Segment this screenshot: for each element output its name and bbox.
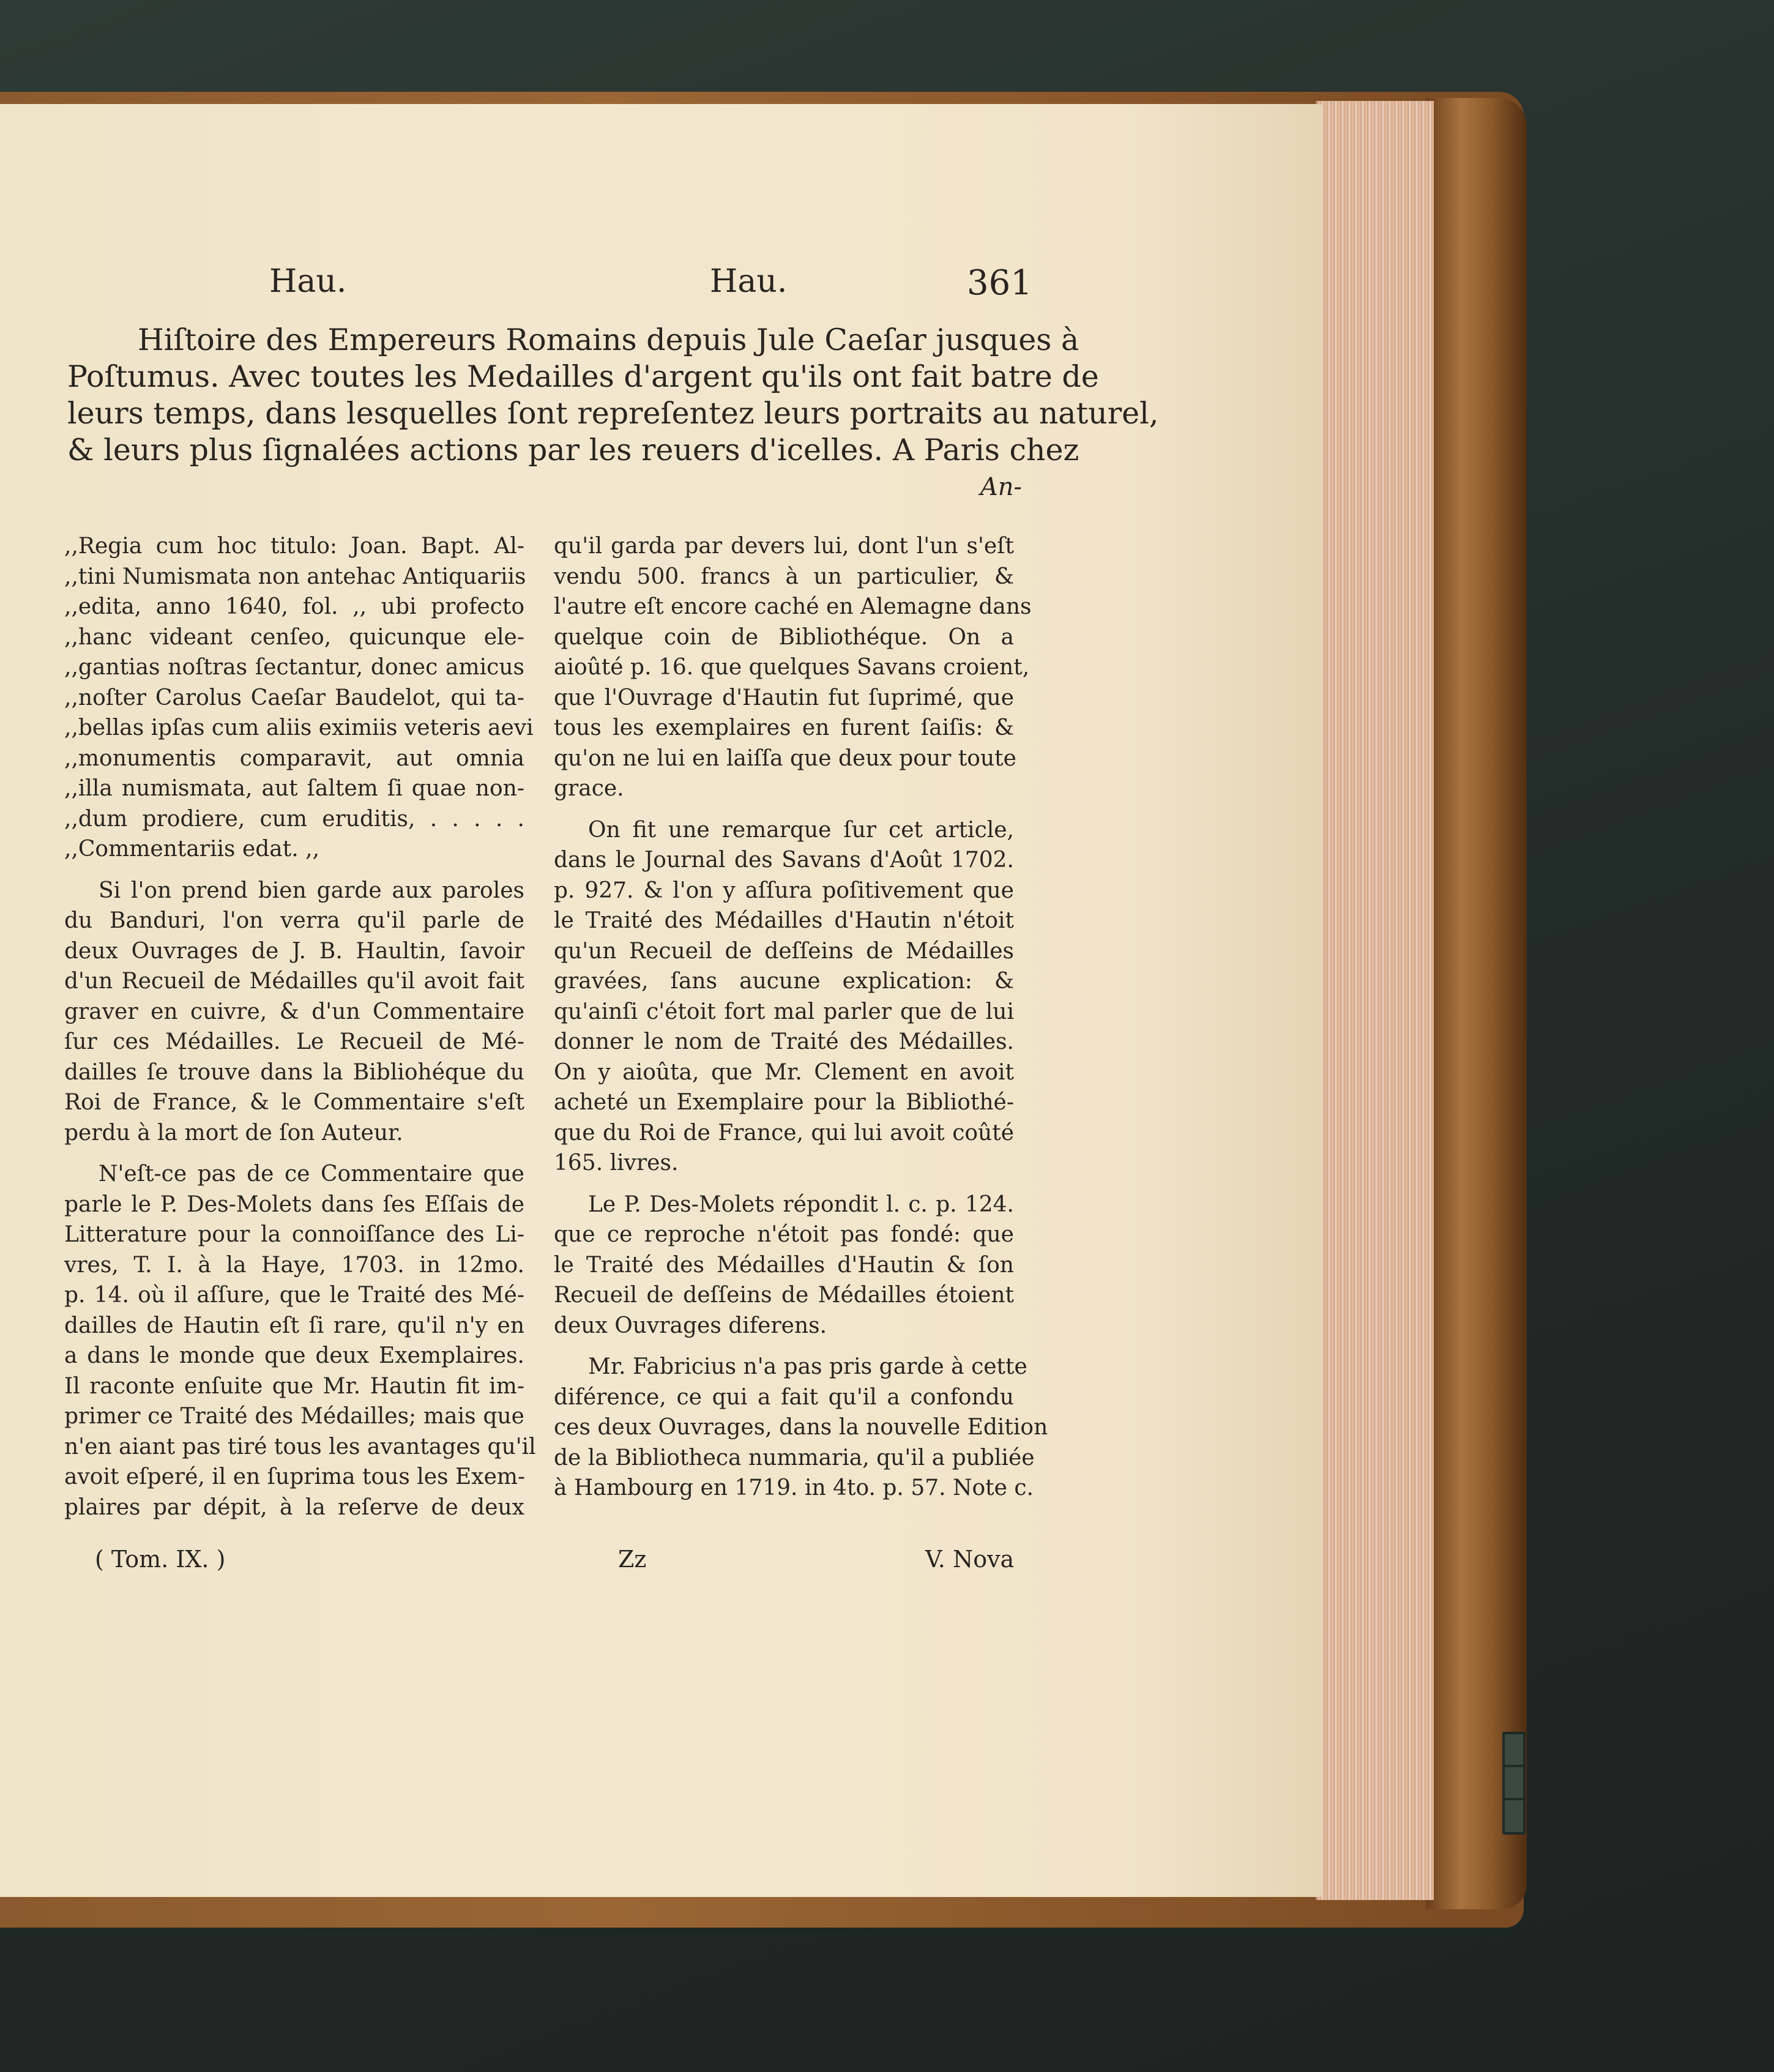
running-head-center: Hau. [710, 263, 788, 300]
text-line: plaires par dépit, à la reſerve de deux [64, 1494, 524, 1520]
paragraph-gap [554, 1341, 1014, 1352]
running-head-left: Hau. [269, 263, 347, 300]
text-line: p. 14. où il aſſure, que le Traité des Mé- [64, 1283, 524, 1308]
text-line: a dans le monde que deux Exemplaires. [64, 1343, 524, 1368]
text-line: graver en cuivre, & d'un Commentaire [64, 999, 524, 1024]
text-line: ,,gantias noſtras ſectantur, donec amicus [64, 655, 524, 680]
text-line: acheté un Exemplaire pour la Bibliothé- [554, 1090, 1014, 1115]
text-line: du Banduri, l'on verra qu'il parle de [64, 908, 524, 933]
text-line: Roi de France, & le Commentaire s'eſt [64, 1090, 524, 1115]
text-line: qu'ainſi c'étoit fort mal parler que de lui [554, 999, 1014, 1024]
text-line: l'autre eſt encore caché en Alemagne dans [554, 594, 1032, 619]
text-line: ,,bellas ipſas cum aliis eximiis veteris aevi [64, 715, 534, 740]
text-line: ,,illa numismata, aut ſaltem ſi quae non- [64, 776, 524, 801]
paragraph-gap [64, 1148, 524, 1159]
text-line: le Traité des Médailles d'Hautin n'étoit [554, 908, 1014, 933]
signature-mark: Zz [618, 1546, 647, 1573]
text-line: deux Ouvrages de J. B. Haultin, ſavoir [64, 938, 524, 964]
text-line: ,,noſter Carolus Caeſar Baudelot, qui ta- [64, 685, 524, 710]
text-line: gravées, ſans aucune explication: & [554, 969, 1014, 994]
text-line: donner le nom de Traité des Médailles. [554, 1029, 1014, 1054]
text-line: quelque coin de Bibliothéque. On a [554, 624, 1014, 650]
right-text-column [554, 531, 1048, 1504]
text-line: diférence, ce qui a fait qu'il a confondu [554, 1384, 1014, 1410]
text-line: parle le P. Des-Molets dans ſes Eſſais de [64, 1191, 524, 1217]
text-line: qu'un Recueil de deſſeins de Médailles [554, 938, 1014, 964]
paragraph-gap [554, 1179, 1014, 1190]
page-fore-edge [1316, 101, 1434, 1900]
text-line: aioûté p. 16. que quelques Savans croient, [554, 655, 1030, 680]
left-text-column [64, 531, 536, 1522]
text-line: Mr. Fabricius n'a pas pris garde à cette [588, 1354, 1027, 1379]
intro-line: Hiſtoire des Empereurs Romains depuis Jule Caeſar jusques à [138, 322, 1079, 357]
text-line: avoit eſperé, il en ſuprima tous les Exem- [64, 1464, 526, 1489]
text-line: que l'Ouvrage d'Hautin fut ſuprimé, que [554, 685, 1014, 710]
text-line: ,,tini Numismata non antehac Antiquariis [64, 564, 526, 589]
text-line: On y aioûta, que Mr. Clement en avoit [554, 1059, 1014, 1085]
text-line: Le P. Des-Molets répondit l. c. p. 124. [588, 1191, 1014, 1217]
text-line: dans le Journal des Savans d'Août 1702. [554, 848, 1014, 873]
text-line: ,,monumentis comparavit, aut omnia [64, 745, 524, 771]
text-line: On fit une remarque ſur cet article, [588, 817, 1014, 843]
text-line: que ce reproche n'étoit pas fondé: que [554, 1222, 1014, 1247]
intro-line: Poſtumus. Avec toutes les Medailles d'argent qu'ils ont fait batre de [67, 359, 1099, 394]
page-number: 361 [967, 263, 1032, 303]
text-line: ces deux Ouvrages, dans la nouvelle Edition [554, 1415, 1048, 1440]
text-line: que du Roi de France, qui lui avoit coûté [554, 1120, 1014, 1146]
text-line: à Hambourg en 1719. in 4to. p. 57. Note c. [554, 1475, 1034, 1500]
text-line: N'eſt-ce pas de ce Commentaire que [99, 1161, 524, 1187]
text-line: vres, T. I. à la Haye, 1703. in 12mo. [64, 1252, 524, 1278]
text-line: primer ce Traité des Médailles; mais que [64, 1404, 524, 1429]
text-line: n'en aiant pas tiré tous les avantages qu'il [64, 1434, 536, 1459]
clasp-mark [1502, 1732, 1526, 1835]
text-line: Si l'on prend bien garde aux paroles [99, 878, 524, 903]
text-line: de la Bibliotheca nummaria, qu'il a publiée [554, 1445, 1035, 1470]
text-line: ,,Regia cum hoc titulo: Joan. Bapt. Al- [64, 534, 524, 559]
text-line: ,,hanc videant cenſeo, quicunque ele- [64, 624, 524, 650]
text-line: qu'on ne lui en laiſſa que deux pour toute [554, 745, 1016, 771]
text-line: ,,edita, anno 1640, fol. ,, ubi profecto [64, 594, 524, 619]
text-line: qu'il garda par devers lui, dont l'un s'eſt [554, 534, 1014, 559]
text-line: dailles de Hautin eſt ſi rare, qu'il n'y en [64, 1313, 524, 1338]
text-line: tous les exemplaires en furent ſaiſis: & [554, 715, 1014, 740]
text-line: 165. livres. [554, 1150, 679, 1176]
text-line: ſur ces Médailles. Le Recueil de Mé- [64, 1029, 524, 1054]
text-line: vendu 500. francs à un particulier, & [554, 564, 1014, 589]
text-line: le Traité des Médailles d'Hautin & ſon [554, 1252, 1014, 1278]
text-line: dailles ſe trouve dans la Bibliohéque du [64, 1059, 524, 1085]
leather-cover-edge [1426, 98, 1527, 1909]
text-line: Recueil de deſſeins de Médailles étoient [554, 1283, 1014, 1308]
text-line: deux Ouvrages diferens. [554, 1313, 827, 1338]
catchword: V. Nova [925, 1546, 1015, 1573]
text-line: Il raconte enſuite que Mr. Hautin fit im- [64, 1373, 524, 1399]
paragraph-gap [64, 865, 524, 876]
text-line: Litterature pour la connoiſſance des Li- [64, 1222, 524, 1247]
text-line: p. 927. & l'on y aſſura poſitivement que [554, 878, 1014, 903]
intro-line: & leurs plus ſignalées actions par les reuers d'icelles. A Paris chez [67, 433, 1079, 468]
text-line: d'un Recueil de Médailles qu'il avoit fait [64, 969, 524, 994]
text-line: ,,Commentariis edat. ,, [64, 837, 320, 862]
entry-title-paragraph [67, 322, 1159, 505]
intro-line: leurs temps, dans lesquelles ſont repreſentez leurs portraits au naturel, [67, 396, 1159, 431]
intro-catchword: An- [980, 473, 1022, 501]
volume-footer: ( Tom. IX. ) [95, 1546, 226, 1573]
text-line: grace. [554, 776, 624, 801]
text-line: ,,dum prodiere, cum eruditis, . . . . . [64, 806, 524, 832]
text-line: perdu à la mort de ſon Auteur. [64, 1120, 403, 1146]
paragraph-gap [554, 804, 1014, 815]
